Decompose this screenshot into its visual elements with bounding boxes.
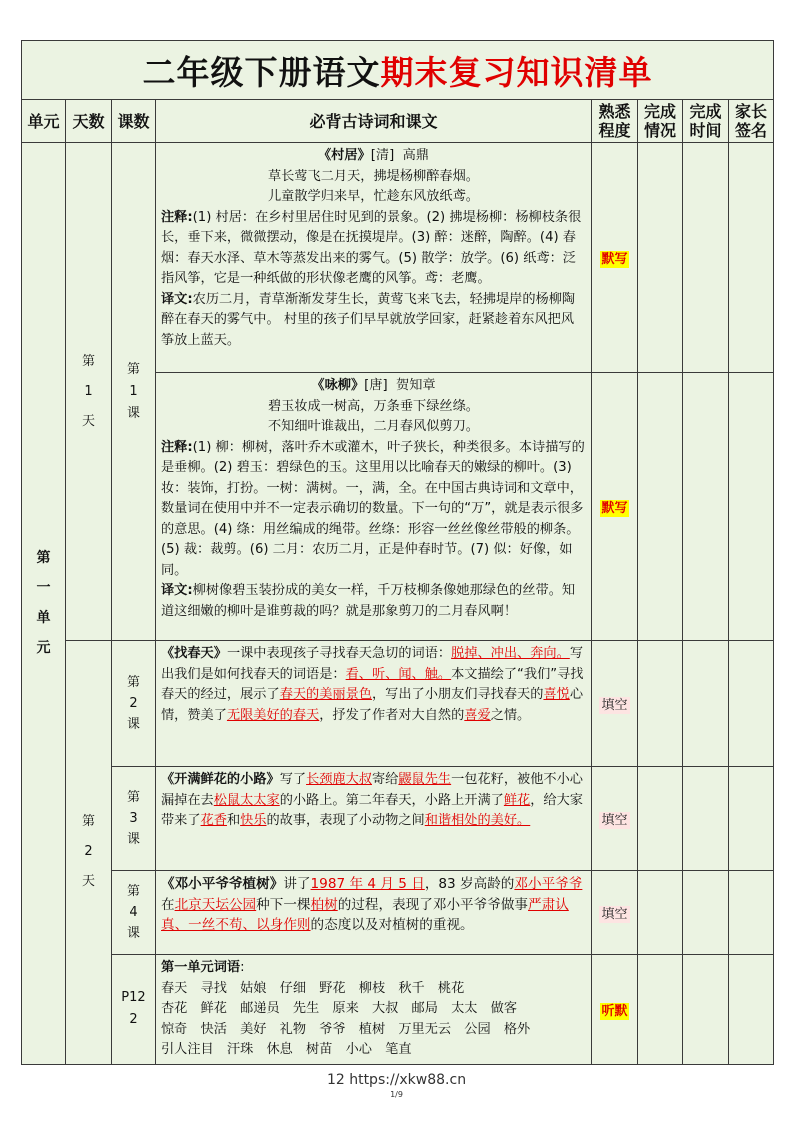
header-done-time: 完成时间 <box>683 100 729 143</box>
title-row <box>22 41 774 100</box>
poem-yongliu: 《咏柳》[唐] 贺知章 碧玉妆成一树高，万条垂下绿丝绦。 不知细叶谁裁出，二月春风似剪刀。 注释:(1) 柳：柳树，落叶乔木或灌木，叶子狭长，种类很多。本诗描写的是垂柳。(2) 碧玉：碧绿色的玉。这里用以比喻春天的嫩绿的柳叶。(3) 妆：装饰，打扮。一树：满树。一，满，全。在中国古典诗词和文章中，数量词在使用中并不一定表示确切的数量。下一句的“万”，就是表示很多的意思。(4) 绦：用丝编成的绳带。丝绦：形容一丝丝像丝带般的柳条。(5) 裁：裁剪。(6) 二月：农历二月，正是仲春时节。(7) 似：好像，如同。 译文:柳树像碧玉装扮成的美女一样，千万枝柳条像她那绿色的丝带。知道这细嫩的柳叶是谁剪裁的吗？就是那象剪刀的二月春风啊！ <box>156 373 592 641</box>
mark-lesson3: 填空 <box>592 767 638 871</box>
mark-vocab: 听默 <box>592 955 638 1065</box>
lesson-zhishu: 《邓小平爷爷植树》讲了1987 年 4 月 5 日，83 岁高龄的邓小平爷爷在北京天坛公园种下一棵柏树的过程，表现了邓小平爷爷做事严肃认真、一丝不苟、以身作则的态度以及对植树的重视。 <box>156 871 592 955</box>
parent-sign-3[interactable] <box>729 641 774 767</box>
done-time-2[interactable] <box>683 373 729 641</box>
day-2-cell: 第 2 天 <box>66 641 112 1065</box>
day-1-cell: 第 1 天 <box>66 143 112 641</box>
header-done-status: 完成情况 <box>638 100 683 143</box>
vocab-list: 第一单元词语: 春天 寻找 姑娘 仔细 野花 柳枝 秋千 桃花 杏花 鲜花 邮递员 先生 原来 大叔 邮局 太太 做客 惊奇 快活 美好 礼物 爷爷 植树 万里无云 公园 格外 引人注目 汗珠 休息 树苗 小心 笔直 <box>156 955 592 1065</box>
lesson-1-cell: 第 1 课 <box>112 143 156 641</box>
page-number: 1/9 <box>390 1090 403 1099</box>
done-status-6[interactable] <box>638 955 683 1065</box>
parent-sign-2[interactable] <box>729 373 774 641</box>
poem1-title: 《村居》 <box>318 148 371 163</box>
poem2-title: 《咏柳》 <box>311 378 365 393</box>
done-time-3[interactable] <box>683 641 729 767</box>
done-time-5[interactable] <box>683 871 729 955</box>
lesson-4-cell: 第 4 课 <box>112 871 156 955</box>
done-status-3[interactable] <box>638 641 683 767</box>
parent-sign-5[interactable] <box>729 871 774 955</box>
lesson-p122-cell: P12 2 <box>112 955 156 1065</box>
lesson-xiaolu: 《开满鲜花的小路》写了长颈鹿大叔寄给鼹鼠先生一包花籽，被他不小心漏掉在去松鼠太太家的小路上。第二年春天，小路上开满了鲜花，给大家带来了花香和快乐的故事，表现了小动物之间和谐相处的美好。 <box>156 767 592 871</box>
parent-sign-4[interactable] <box>729 767 774 871</box>
lesson-3-cell: 第 3 课 <box>112 767 156 871</box>
unit-cell: 第 一 单 元 <box>22 143 66 1065</box>
header-content: 必背古诗词和课文 <box>156 100 592 143</box>
footer-url: 12 https://xkw88.cn <box>326 1072 467 1088</box>
done-status-4[interactable] <box>638 767 683 871</box>
header-unit: 单元 <box>22 100 66 143</box>
header-days: 天数 <box>66 100 112 143</box>
header-parent-sign: 家长签名 <box>729 100 774 143</box>
lesson-zhaochuntian: 《找春天》一课中表现孩子寻找春天急切的词语：脱掉、冲出、奔向。写出我们是如何找春天的词语是：看、听、闻、触。本文描绘了“我们”寻找春天的经过，展示了春天的美丽景色，写出了小朋友们寻找春天的喜悦心情，赞美了无限美好的春天，抒发了作者对大自然的喜爱之情。 <box>156 641 592 767</box>
done-status-2[interactable] <box>638 373 683 641</box>
mark-lesson4: 填空 <box>592 871 638 955</box>
poem-cunju: 《村居》[清] 高鼎 草长莺飞二月天，拂堤杨柳醉春烟。 儿童散学归来早，忙趁东风放纸鸢。 注释:(1) 村居：在乡村里居住时见到的景象。(2) 拂堤杨柳：杨柳枝条很长，垂下来，微微摆动，像是在抚摸堤岸。(3) 醉：迷醉，陶醉。(4) 春烟：春天水泽、草木等蒸发出来的雾气。(5) 散学：放学。(6) 纸鸢：泛指风筝，它是一种纸做的形状像老鹰的风筝。鸢：老鹰。 译文:农历二月，青草渐渐发芽生长，黄莺飞来飞去，轻拂堤岸的杨柳陶醉在春天的雾气中。 村里的孩子们早早就放学回家，赶紧趁着东风把风筝放上蓝天。 <box>156 143 592 373</box>
lesson-2-cell: 第 2 课 <box>112 641 156 767</box>
mark-poem1: 默写 <box>592 143 638 373</box>
done-status-1[interactable] <box>638 143 683 373</box>
header-lessons: 课数 <box>112 100 156 143</box>
done-time-4[interactable] <box>683 767 729 871</box>
mark-poem2: 默写 <box>592 373 638 641</box>
title-part1: 二年级下册语文 <box>142 52 381 92</box>
review-checklist-table <box>21 40 774 1065</box>
done-status-5[interactable] <box>638 871 683 955</box>
done-time-1[interactable] <box>683 143 729 373</box>
parent-sign-6[interactable] <box>729 955 774 1065</box>
parent-sign-1[interactable] <box>729 143 774 373</box>
done-time-6[interactable] <box>683 955 729 1065</box>
title-part2: 期末复习知识清单 <box>380 52 653 92</box>
header-familiar: 熟悉程度 <box>592 100 638 143</box>
mark-lesson2: 填空 <box>592 641 638 767</box>
